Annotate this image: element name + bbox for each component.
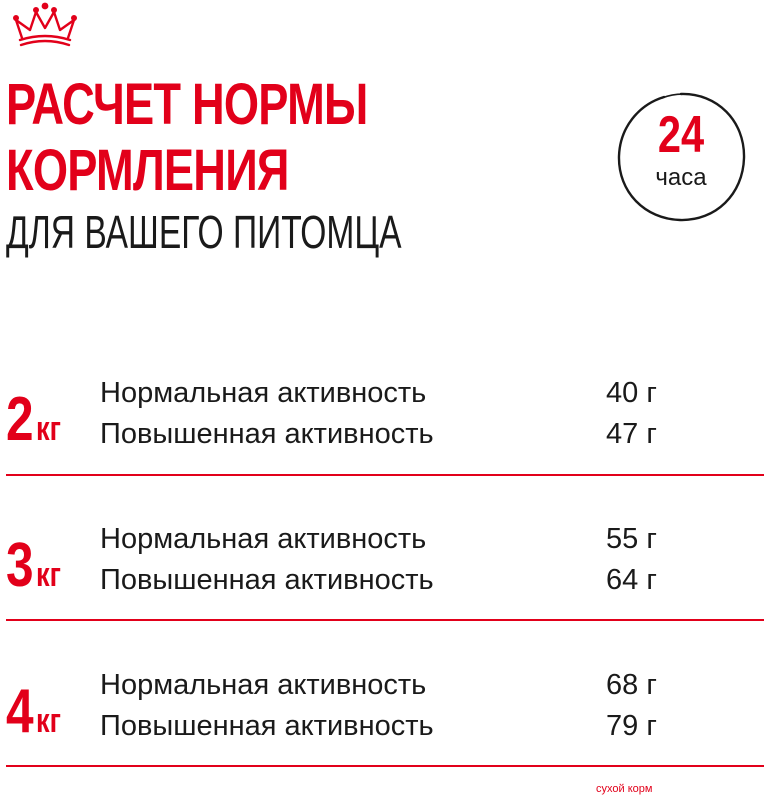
activity-label: Нормальная активность [100,669,427,701]
activity-label: Повышенная активность [100,418,434,450]
activity-label: Повышенная активность [100,710,434,742]
weight-label [6,679,61,745]
title-line-2: КОРМЛЕНИЯ [6,138,289,203]
weight-number: 2 [6,385,34,454]
title-line-1: РАСЧЕТ НОРМЫ [6,72,368,137]
badge-unit: часа [655,164,707,191]
activity-label: Нормальная активность [100,523,427,555]
table-row [100,706,680,746]
portion-value: 64 г [606,564,657,596]
table-row [100,560,680,600]
weight-section-4kg [0,665,764,765]
crown-logo-icon [10,2,80,48]
portion-value: 47 г [606,418,657,450]
weight-unit: кг [35,410,61,448]
weight-number: 3 [6,531,34,600]
activity-label: Повышенная активность [100,564,434,596]
portion-value: 55 г [606,523,657,555]
portion-value: 79 г [606,710,657,742]
activity-label: Нормальная активность [100,377,427,409]
weight-label [6,533,61,599]
table-row [100,414,680,454]
weight-unit: кг [35,556,61,594]
table-row [100,519,680,559]
weight-unit: кг [35,702,61,740]
page-title [6,72,368,204]
page-subtitle: ДЛЯ ВАШЕГО ПИТОМЦА [6,206,402,258]
weight-number: 4 [6,677,34,746]
portion-value: 68 г [606,669,657,701]
weight-label [6,387,61,453]
section-divider [6,619,764,621]
section-divider [6,474,764,476]
weight-section-2kg [0,373,764,473]
table-row [100,665,680,705]
footnote: сухой корм [596,783,653,795]
section-divider [6,765,764,767]
weight-section-3kg [0,519,764,619]
table-row [100,373,680,413]
badge-number: 24 [657,106,705,164]
portion-value: 40 г [606,377,657,409]
hours-badge [612,88,750,226]
